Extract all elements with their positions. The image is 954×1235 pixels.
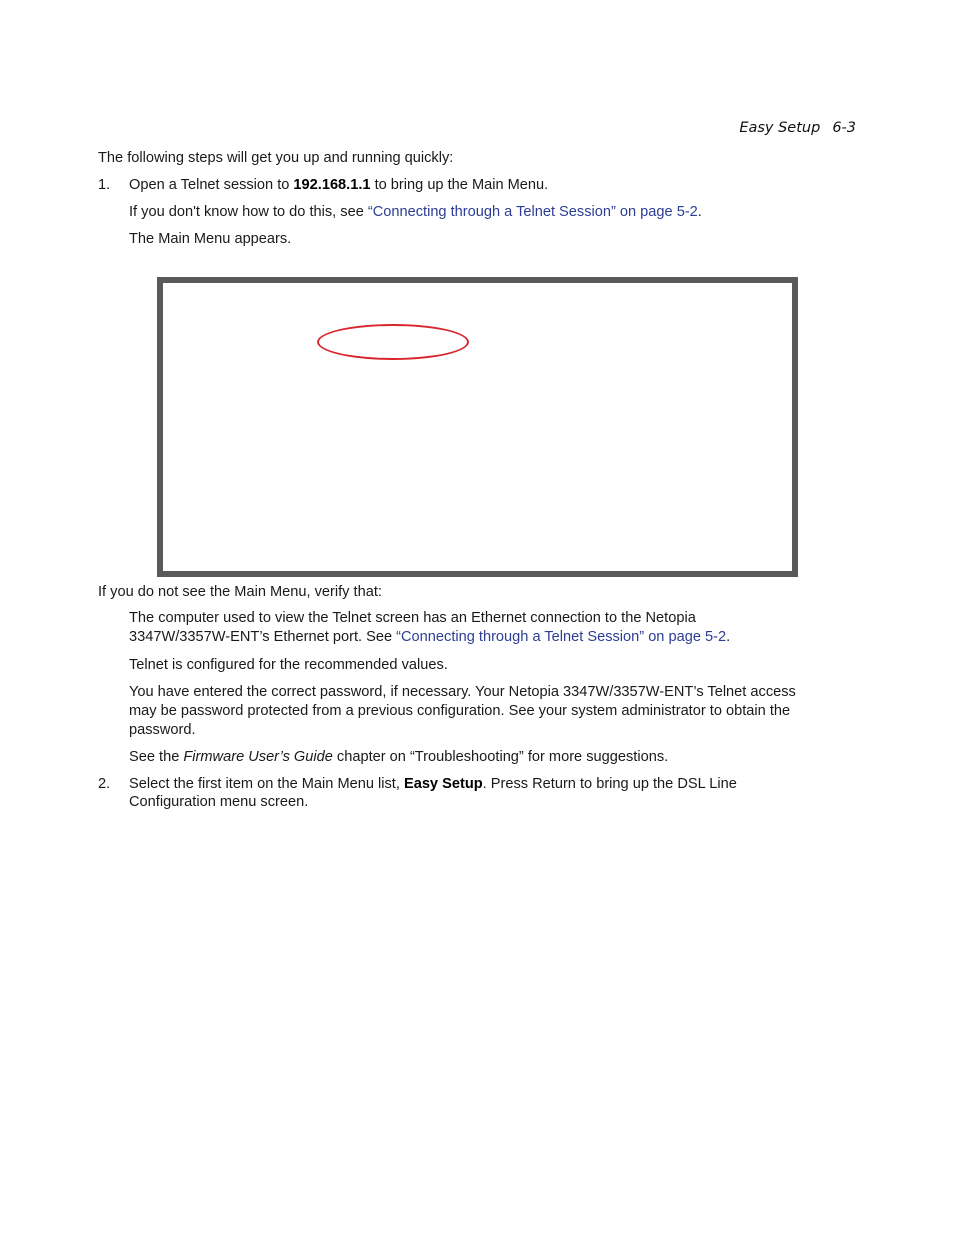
verify-item-ethernet-line-2 — [129, 628, 730, 647]
verify-item-ethernet-line-1: The computer used to view the Telnet screen has an Ethernet connection to the Netopia — [129, 610, 696, 626]
telnet-session-link-2[interactable]: “Connecting through a Telnet Session” on page 5-2 — [396, 629, 727, 645]
firmware-guide-title: Firmware User’s Guide — [183, 749, 333, 765]
verify-item-telnet-config: Telnet is configured for the recommended values. — [129, 657, 448, 673]
step-1-text-after: to bring up the Main Menu. — [370, 177, 549, 193]
highlight-ellipse — [317, 324, 469, 360]
running-head-page-number: 6-3 — [832, 120, 856, 136]
verify-item-password-line-1: You have entered the correct password, if necessary. Your Netopia 3347W/3357W-ENT’s Telnet access — [129, 684, 796, 700]
main-menu-appears: The Main Menu appears. — [129, 231, 292, 247]
step-2-number: 2. — [98, 776, 111, 792]
verify-item-ethernet-text: 3347W/3357W-ENT’s Ethernet port. See — [129, 629, 397, 645]
step-1-ip-address: 192.168.1.1 — [293, 177, 371, 193]
main-menu-screenshot-frame — [157, 277, 798, 577]
step-2-before: Select the first item on the Main Menu list, — [129, 776, 404, 792]
step-2-line-2: Configuration menu screen. — [129, 794, 309, 810]
troubleshooting-after: chapter on “Troubleshooting” for more suggestions. — [332, 749, 669, 765]
verify-item-troubleshooting — [129, 748, 668, 767]
verify-item-password-line-2: may be password protected from a previous configuration. See your system administrator to obtain the — [129, 703, 791, 719]
step-1-note-before: If you don't know how to do this, see — [129, 204, 368, 220]
step-2-line-1 — [129, 775, 737, 794]
verify-intro: If you do not see the Main Menu, verify that: — [98, 584, 382, 600]
step-2-after: . Press Return to bring up the DSL Line — [482, 776, 737, 792]
running-head — [739, 119, 856, 138]
step-1-note — [129, 203, 702, 222]
step-1-number: 1. — [98, 177, 111, 193]
easy-setup-bold: Easy Setup — [403, 776, 483, 792]
troubleshooting-before: See the — [129, 749, 184, 765]
verify-item-password-line-3: password. — [129, 722, 196, 738]
step-1-text-before: Open a Telnet session to — [129, 177, 294, 193]
verify-item-ethernet-after: . — [726, 629, 731, 645]
intro-paragraph: The following steps will get you up and running quickly: — [98, 150, 454, 166]
running-head-section: Easy Setup — [739, 120, 821, 136]
step-1-note-after: . — [697, 204, 702, 220]
step-1-text — [129, 176, 548, 195]
telnet-session-link[interactable]: “Connecting through a Telnet Session” on page 5-2 — [367, 204, 698, 220]
